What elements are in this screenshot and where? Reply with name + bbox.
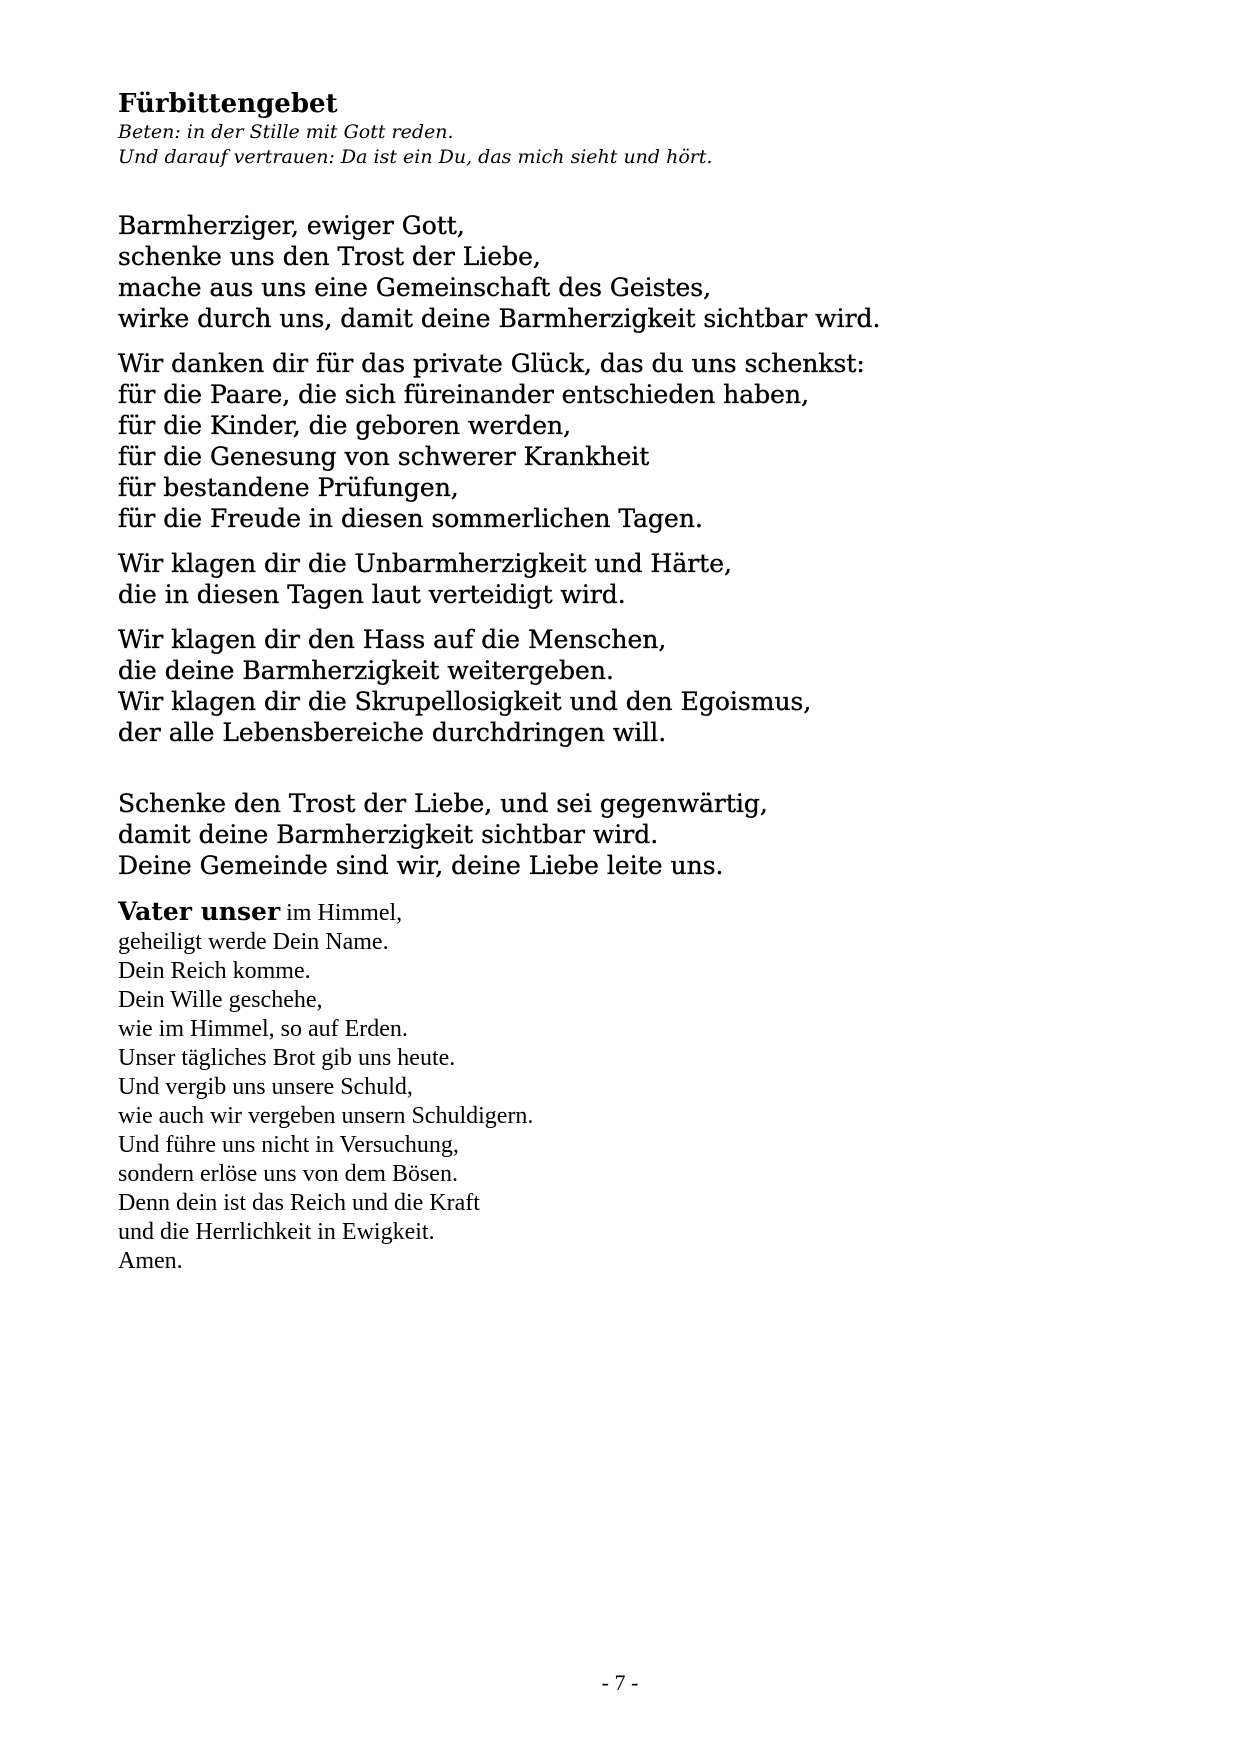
- prayer-line: Wir danken dir für das private Glück, das du uns schenkst:: [118, 349, 865, 378]
- prayer-stanza: [118, 210, 1118, 334]
- lords-prayer-line: und die Herrlichkeit in Ewigkeit.: [118, 1219, 435, 1245]
- prayer-stanza: [118, 348, 1118, 534]
- lords-prayer: [118, 897, 1118, 1276]
- lords-prayer-line: Denn dein ist das Reich und die Kraft: [118, 1190, 480, 1216]
- lords-prayer-line: Und führe uns nicht in Versuchung,: [118, 1132, 459, 1158]
- lords-prayer-line: geheiligt werde Dein Name.: [118, 929, 389, 955]
- prayer-stanza: [118, 788, 1118, 881]
- prayer-line: für die Kinder, die geboren werden,: [118, 411, 572, 440]
- lords-prayer-line: Dein Wille geschehe,: [118, 987, 323, 1013]
- prayer-line: für die Genesung von schwerer Krankheit: [118, 442, 650, 471]
- prayer-line: Wir klagen dir die Skrupellosigkeit und den Egoismus,: [118, 687, 812, 716]
- intro-line: Und darauf vertrauen: Da ist ein Du, das mich sieht und hört.: [118, 146, 713, 168]
- lords-prayer-line: Dein Reich komme.: [118, 958, 311, 984]
- section-heading: Fürbittengebet: [118, 89, 338, 119]
- lords-prayer-title-line: [118, 897, 1118, 928]
- intro-text: [118, 120, 1118, 170]
- lords-prayer-line: Unser tägliches Brot gib uns heute.: [118, 1045, 456, 1071]
- prayer-line: wirke durch uns, damit deine Barmherzigkeit sichtbar wird.: [118, 304, 881, 333]
- prayer-line: Schenke den Trost der Liebe, und sei gegenwärtig,: [118, 789, 768, 818]
- prayer-line: die deine Barmherzigkeit weitergeben.: [118, 656, 614, 685]
- prayer-line: die in diesen Tagen laut verteidigt wird.: [118, 580, 626, 609]
- page-number: - 7 -: [601, 1670, 639, 1695]
- prayer-line: der alle Lebensbereiche durchdringen will.: [118, 718, 667, 747]
- lords-prayer-title: Vater unser: [118, 897, 281, 926]
- lords-prayer-line: wie auch wir vergeben unsern Schuldigern.: [118, 1103, 534, 1129]
- intercession-prayer: [118, 210, 1118, 881]
- prayer-stanza: [118, 548, 1118, 610]
- prayer-line: mache aus uns eine Gemeinschaft des Geistes,: [118, 273, 712, 302]
- prayer-line: für bestandene Prüfungen,: [118, 473, 459, 502]
- prayer-line: damit deine Barmherzigkeit sichtbar wird.: [118, 820, 659, 849]
- lords-prayer-line: Amen.: [118, 1248, 183, 1274]
- prayer-line: Wir klagen dir die Unbarmherzigkeit und Härte,: [118, 549, 732, 578]
- prayer-line: Barmherziger, ewiger Gott,: [118, 211, 465, 240]
- prayer-stanza: [118, 624, 1118, 748]
- intro-line: Beten: in der Stille mit Gott reden.: [118, 121, 454, 143]
- prayer-line: Deine Gemeinde sind wir, deine Liebe leite uns.: [118, 851, 724, 880]
- prayer-line: schenke uns den Trost der Liebe,: [118, 242, 541, 271]
- prayer-line: für die Paare, die sich füreinander entschieden haben,: [118, 380, 810, 409]
- lords-prayer-line: sondern erlöse uns von dem Bösen.: [118, 1161, 458, 1187]
- prayer-line: Wir klagen dir den Hass auf die Menschen,: [118, 625, 667, 654]
- lords-prayer-line: Und vergib uns unsere Schuld,: [118, 1074, 413, 1100]
- lords-prayer-line: wie im Himmel, so auf Erden.: [118, 1016, 408, 1042]
- prayer-line: für die Freude in diesen sommerlichen Tagen.: [118, 504, 703, 533]
- page-content: [118, 88, 1118, 1276]
- lords-prayer-title-rest: im Himmel,: [280, 900, 403, 926]
